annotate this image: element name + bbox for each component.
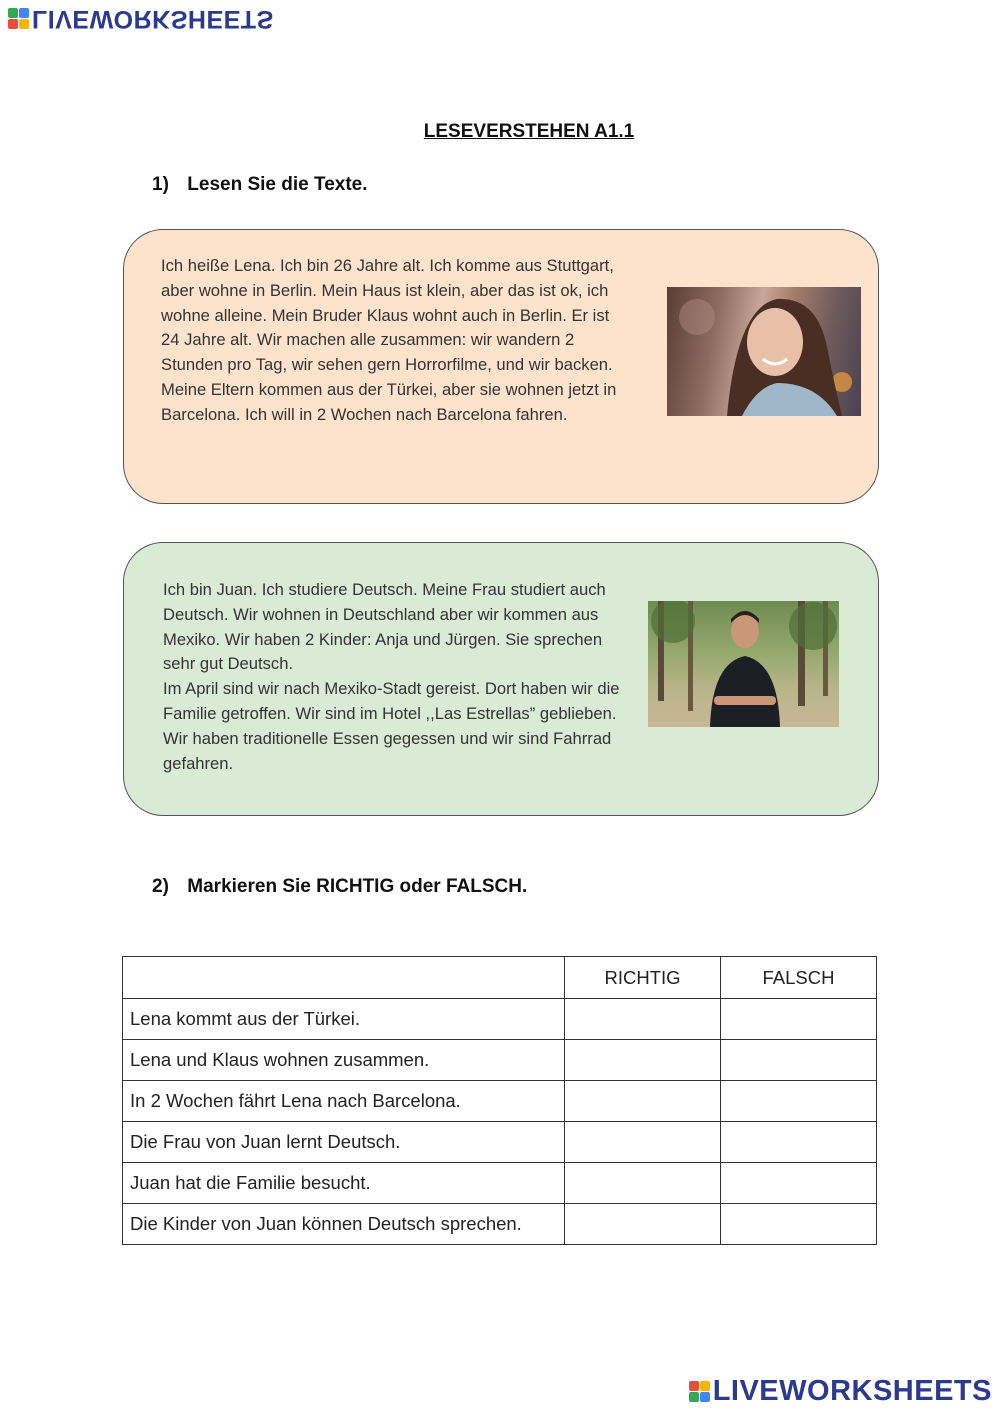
falsch-answer-cell[interactable] (721, 1081, 877, 1122)
header-statement (123, 957, 565, 999)
richtig-falsch-table (122, 956, 877, 1245)
table-row (123, 1163, 877, 1204)
text-lena (161, 254, 631, 428)
falsch-answer-cell[interactable] (721, 1040, 877, 1081)
richtig-answer-cell[interactable] (565, 1204, 721, 1245)
statement-cell: Die Kinder von Juan können Deutsch sprechen. (123, 1204, 565, 1245)
richtig-answer-cell[interactable] (565, 1163, 721, 1204)
richtig-answer-cell[interactable] (565, 1122, 721, 1163)
section-2-heading (152, 876, 527, 898)
section-1-label: Lesen Sie die Texte. (187, 174, 368, 195)
text-card-juan (123, 542, 879, 816)
section-1-number: 1) (152, 174, 169, 195)
table-row (123, 1204, 877, 1245)
falsch-answer-cell[interactable] (721, 1204, 877, 1245)
logo-text: LIVEWORKSHEETS (712, 1375, 992, 1407)
richtig-answer-cell[interactable] (565, 999, 721, 1040)
statement-cell: Die Frau von Juan lernt Deutsch. (123, 1122, 565, 1163)
richtig-answer-cell[interactable] (565, 1040, 721, 1081)
logo-text: LIVEWORKSHEETS (32, 5, 274, 33)
table-header-row (123, 957, 877, 999)
text-juan-paragraph-1: Ich bin Juan. Ich studiere Deutsch. Meine Frau studiert auch Deutsch. Wir wohnen in Deutschland aber wir kommen aus Mexiko. Wir haben 2 Kinder: Anja und Jürgen. Sie sprechen sehr gut Deutsch. (163, 580, 606, 674)
logo-bottom (689, 1375, 992, 1408)
statement-cell: Lena und Klaus wohnen zusammen. (123, 1040, 565, 1081)
table-row (123, 1040, 877, 1081)
text-card-lena (123, 229, 879, 504)
section-2-number: 2) (152, 876, 169, 897)
statement-cell: Lena kommt aus der Türkei. (123, 999, 565, 1040)
photo-lena (667, 287, 861, 416)
section-1-heading (152, 174, 368, 196)
section-2-label: Markieren Sie RICHTIG oder FALSCH. (187, 876, 528, 897)
woman-portrait-icon (667, 287, 861, 416)
statement-cell: In 2 Wochen fährt Lena nach Barcelona. (123, 1081, 565, 1122)
statement-cell: Juan hat die Familie besucht. (123, 1163, 565, 1204)
text-juan (163, 578, 623, 776)
logo-blocks-icon (689, 1381, 710, 1402)
header-falsch: FALSCH (721, 957, 877, 999)
page-title: LESEVERSTEHEN A1.1 (423, 121, 635, 142)
falsch-answer-cell[interactable] (721, 999, 877, 1040)
falsch-answer-cell[interactable] (721, 1122, 877, 1163)
falsch-answer-cell[interactable] (721, 1163, 877, 1204)
table-row (123, 1081, 877, 1122)
text-lena-paragraph-2: Meine Eltern kommen aus der Türkei, aber sie wohnen jetzt in Barcelona. Ich will in 2 Wochen nach Barcelona fahren. (161, 379, 617, 424)
text-juan-paragraph-2: Im April sind wir nach Mexiko-Stadt gereist. Dort haben wir die Familie getroffen. Wir sind im Hotel ,,Las Estrellas” geblieben. Wir haben traditionelle Essen gegessen und wir sind Fahrrad gefahren. (163, 679, 620, 773)
man-portrait-icon (648, 601, 839, 727)
logo-blocks-icon (8, 8, 29, 29)
table-row (123, 999, 877, 1040)
table-row (123, 1122, 877, 1163)
header-richtig: RICHTIG (565, 957, 721, 999)
text-lena-paragraph-1: Ich heiße Lena. Ich bin 26 Jahre alt. Ich komme aus Stuttgart, aber wohne in Berlin. Mein Haus ist klein, aber das ist ok, ich wohne alleine. Mein Bruder Klaus wohnt auch in Berlin. Er ist 24 Jahre alt. Wir machen alle zusammen: wir wandern 2 Stunden pro Tag, wir sehen gern Horrorfilme, und wir backen. (161, 256, 614, 375)
logo-top (8, 4, 274, 33)
photo-juan (648, 601, 839, 727)
richtig-answer-cell[interactable] (565, 1081, 721, 1122)
